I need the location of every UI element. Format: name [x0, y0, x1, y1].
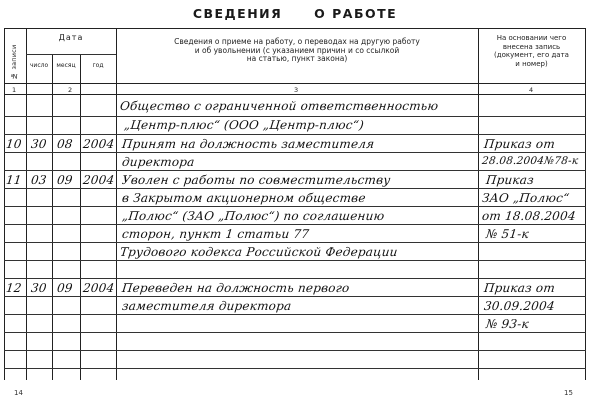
employer-name-line: „Центр-плюс“ (ООО „Центр-плюс“)	[123, 118, 365, 132]
record-text-line: заместителя директора	[121, 299, 293, 313]
record-text-line: директора	[121, 155, 196, 169]
column-divider	[116, 28, 117, 380]
record-text-line: Переведен на должность первого	[121, 281, 351, 295]
row-line	[4, 314, 586, 315]
record-basis-line: ЗАО „Полюс“	[481, 191, 571, 205]
header-basis-line: внесена запись	[502, 42, 561, 51]
column-number: 4	[529, 86, 534, 94]
record-text-line: „Полюс“ (ЗАО „Полюс“) по соглашению	[121, 209, 386, 223]
table-top-border	[4, 28, 586, 29]
page-title	[0, 6, 590, 21]
header-month: месяц	[56, 62, 76, 69]
row-line	[4, 116, 586, 117]
header-record-no: № записи	[10, 44, 18, 80]
column-number: 1	[12, 86, 17, 94]
record-basis-line: 28.08.2004№78-к	[481, 155, 579, 167]
header-basis-line: На основании чего	[496, 34, 567, 42]
record-basis-line: № 93-к	[485, 317, 530, 331]
record-basis-line: Приказ от	[483, 137, 556, 151]
record-day: 03	[30, 173, 48, 187]
table-border-right	[585, 28, 586, 380]
record-month: 09	[56, 173, 74, 187]
header-basis	[478, 34, 585, 68]
work-record-table	[4, 28, 586, 380]
row-line	[4, 188, 586, 189]
header-day: число	[29, 62, 49, 69]
header-date: Дата	[58, 33, 84, 42]
row-line	[4, 278, 586, 279]
record-text-line: Уволен с работы по совместительству	[121, 173, 392, 187]
page-number-right: 15	[564, 389, 573, 397]
column-divider	[26, 28, 27, 380]
record-text-line: сторон, пункт 1 статьи 77	[121, 227, 310, 241]
header-year: год	[92, 62, 104, 69]
header-info-line: на статью, пункт закона)	[246, 54, 348, 63]
record-day: 30	[30, 137, 48, 151]
row-line	[4, 296, 586, 297]
header-info-line: Сведения о приеме на работу, о переводах на другую работу	[174, 37, 420, 46]
row-line	[4, 224, 586, 225]
record-basis-line: № 51-к	[485, 227, 530, 241]
row-line	[4, 152, 586, 153]
record-text-line: Принят на должность заместителя	[121, 137, 376, 151]
page-number-left: 14	[14, 389, 23, 397]
record-month: 08	[56, 137, 74, 151]
row-line	[4, 368, 586, 369]
row-line	[4, 242, 586, 243]
record-number: 11	[5, 173, 23, 187]
header-basis-line: и номер)	[515, 59, 548, 68]
header-info-line: и об увольнении (с указанием причин и со ссылкой	[194, 45, 400, 55]
title-part-1: СВЕДЕНИЯ	[192, 6, 283, 21]
column-number: 2	[68, 86, 73, 94]
record-text-line: Трудового кодекса Российской Федерации	[119, 245, 399, 259]
header-basis-line: (документ, его дата	[494, 51, 569, 59]
table-border-left	[4, 28, 5, 380]
row-line	[4, 170, 586, 171]
row-line	[4, 350, 586, 351]
column-number-line	[4, 94, 586, 95]
record-text-line: в Закрытом акционерном обществе	[121, 191, 367, 205]
record-basis-line: Приказ от	[483, 281, 556, 295]
record-year: 2004	[82, 137, 116, 151]
header-bottom-line	[4, 83, 586, 84]
column-divider	[478, 28, 479, 380]
record-basis-line: 30.09.2004	[483, 299, 556, 313]
record-month: 09	[56, 281, 74, 295]
title-part-2: О РАБОТЕ	[314, 6, 398, 21]
record-basis-line: Приказ	[485, 173, 535, 187]
record-number: 12	[5, 281, 23, 295]
column-number: 3	[294, 86, 299, 94]
record-number: 10	[5, 137, 23, 151]
row-line	[4, 260, 586, 261]
header-info	[116, 38, 478, 64]
record-year: 2004	[82, 173, 116, 187]
date-subheader-line	[26, 54, 116, 55]
employer-name-line: Общество с ограниченной ответственностью	[119, 99, 440, 113]
record-day: 30	[30, 281, 48, 295]
row-line	[4, 206, 586, 207]
record-basis-line: от 18.08.2004	[481, 209, 577, 223]
row-line	[4, 332, 586, 333]
record-year: 2004	[82, 281, 116, 295]
row-line	[4, 134, 586, 135]
